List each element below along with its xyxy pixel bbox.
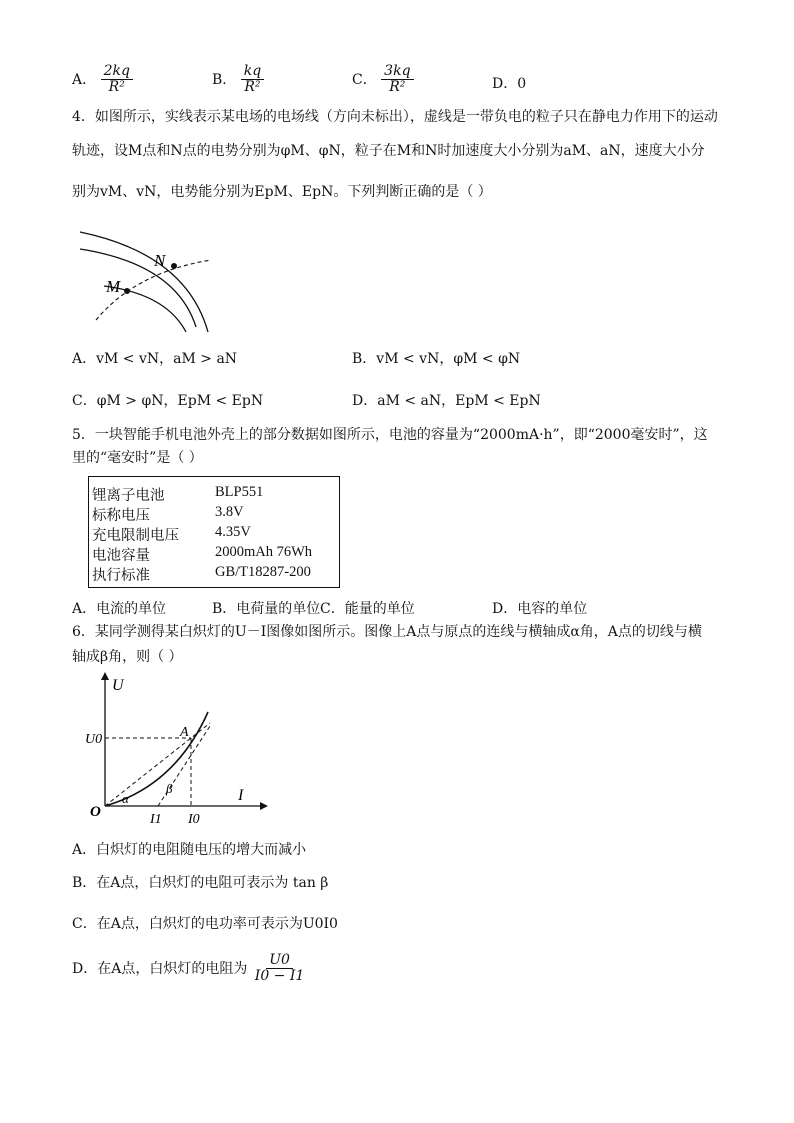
fraction: [241, 64, 264, 96]
label-I0: I0: [188, 812, 200, 827]
numerator: U0: [266, 953, 293, 969]
fraction: [252, 953, 308, 985]
denominator: R²: [108, 79, 125, 96]
q4-option-c: C．φM > φN，EpM < EpN: [72, 393, 264, 409]
q6-stem-line1: 6．某同学测得某白炽灯的U－I图像如图所示。图像上A点与原点的连线与横轴成α角，A点的切线与横: [72, 624, 702, 640]
q5-option-c: C．能量的单位: [320, 601, 415, 617]
battery-row-value: 2000mAh 76Wh: [215, 544, 313, 560]
axis-I-arrow: [260, 802, 268, 810]
option-label: B．: [212, 71, 237, 88]
denominator: R²: [244, 79, 261, 96]
label-U0: U0: [85, 732, 103, 747]
q6-option-a: A．白炽灯的电阻随电压的增大而减小: [72, 842, 307, 858]
label-I1: I1: [150, 812, 162, 827]
label-I: I: [238, 787, 244, 804]
option-label: A．: [72, 71, 97, 88]
q4-stem-line1: 4．如图所示，实线表示某电场的电场线（方向未标出），虚线是一带负电的粒子只在静电力作用下的运动: [72, 109, 718, 125]
battery-row-key: 锂离子电池: [92, 488, 165, 504]
label-U: U: [112, 677, 124, 694]
battery-row-key: 电池容量: [92, 548, 150, 564]
option-value: 0: [517, 76, 527, 92]
label-N: N: [154, 251, 166, 270]
numerator: 3kq: [381, 64, 413, 80]
q4-stem-line2: 轨迹，设M点和N点的电势分别为φM、φN，粒子在M和N时加速度大小分别为aM、aN，速度大小分: [72, 143, 705, 159]
q6-option-d: [72, 953, 307, 985]
q4-stem-line3: 别为vM、vN，电势能分别为EpM、EpN。下列判断正确的是（ ）: [72, 184, 492, 200]
field-line: [80, 232, 208, 332]
axis-U-arrow: [101, 672, 109, 680]
q6-option-b: B．在A点，白炽灯的电阻可表示为 tan β: [72, 875, 329, 891]
battery-row-value: GB/T18287-200: [215, 564, 311, 580]
denominator: I0 − I1: [254, 968, 305, 985]
battery-label-table: [88, 476, 340, 588]
battery-row-value: 4.35V: [215, 524, 251, 540]
label-beta: β: [166, 781, 173, 796]
numerator: 2kq: [101, 64, 133, 80]
q5-stem-line1: 5．一块智能手机电池外壳上的部分数据如图所示，电池的容量为“2000mA·h”，即“2000毫安时”，这: [72, 427, 708, 443]
point-M: [124, 288, 130, 294]
field-line: [80, 249, 196, 327]
q5-stem-line2: 里的“毫安时”是（ ）: [72, 450, 203, 466]
label-alpha: α: [122, 791, 129, 806]
option-d-text: D．在A点，白炽灯的电阻为: [72, 960, 248, 977]
q3-option-c: [352, 64, 414, 96]
battery-row-value: BLP551: [215, 484, 264, 500]
q6-ui-graph: [80, 668, 270, 830]
point-N: [171, 263, 177, 269]
option-label: C．: [352, 71, 377, 88]
q4-field-figure: [76, 214, 226, 334]
battery-row-key: 执行标准: [92, 568, 150, 584]
q6-stem-line2: 轴成β角，则（ ）: [72, 649, 183, 665]
battery-row-key: 充电限制电压: [92, 528, 179, 544]
denominator: R²: [389, 79, 406, 96]
label-O: O: [90, 804, 101, 820]
label-M: M: [106, 277, 121, 296]
q3-option-a: [72, 64, 133, 96]
q4-option-a: A．vM < vN，aM > aN: [72, 351, 238, 367]
q5-option-b: B．电荷量的单位: [212, 601, 321, 617]
ui-curve: [105, 712, 208, 806]
label-A: A: [180, 725, 189, 740]
battery-row-key: 标称电压: [92, 508, 150, 524]
q3-option-b: [212, 64, 264, 96]
fraction: [381, 64, 413, 96]
q4-option-b: B．vM < vN，φM < φN: [352, 351, 521, 367]
q5-option-d: D．电容的单位: [492, 601, 588, 617]
option-label: D．: [492, 76, 518, 92]
q5-option-a: A．电流的单位: [72, 601, 167, 617]
q6-option-c: C．在A点，白炽灯的电功率可表示为U0I0: [72, 916, 338, 932]
numerator: kq: [241, 64, 264, 80]
q4-option-d: D．aM < aN，EpM < EpN: [352, 393, 541, 409]
fraction: [101, 64, 133, 96]
line-OA: [105, 723, 210, 806]
q3-option-d: [492, 73, 526, 93]
battery-row-value: 3.8V: [215, 504, 244, 520]
